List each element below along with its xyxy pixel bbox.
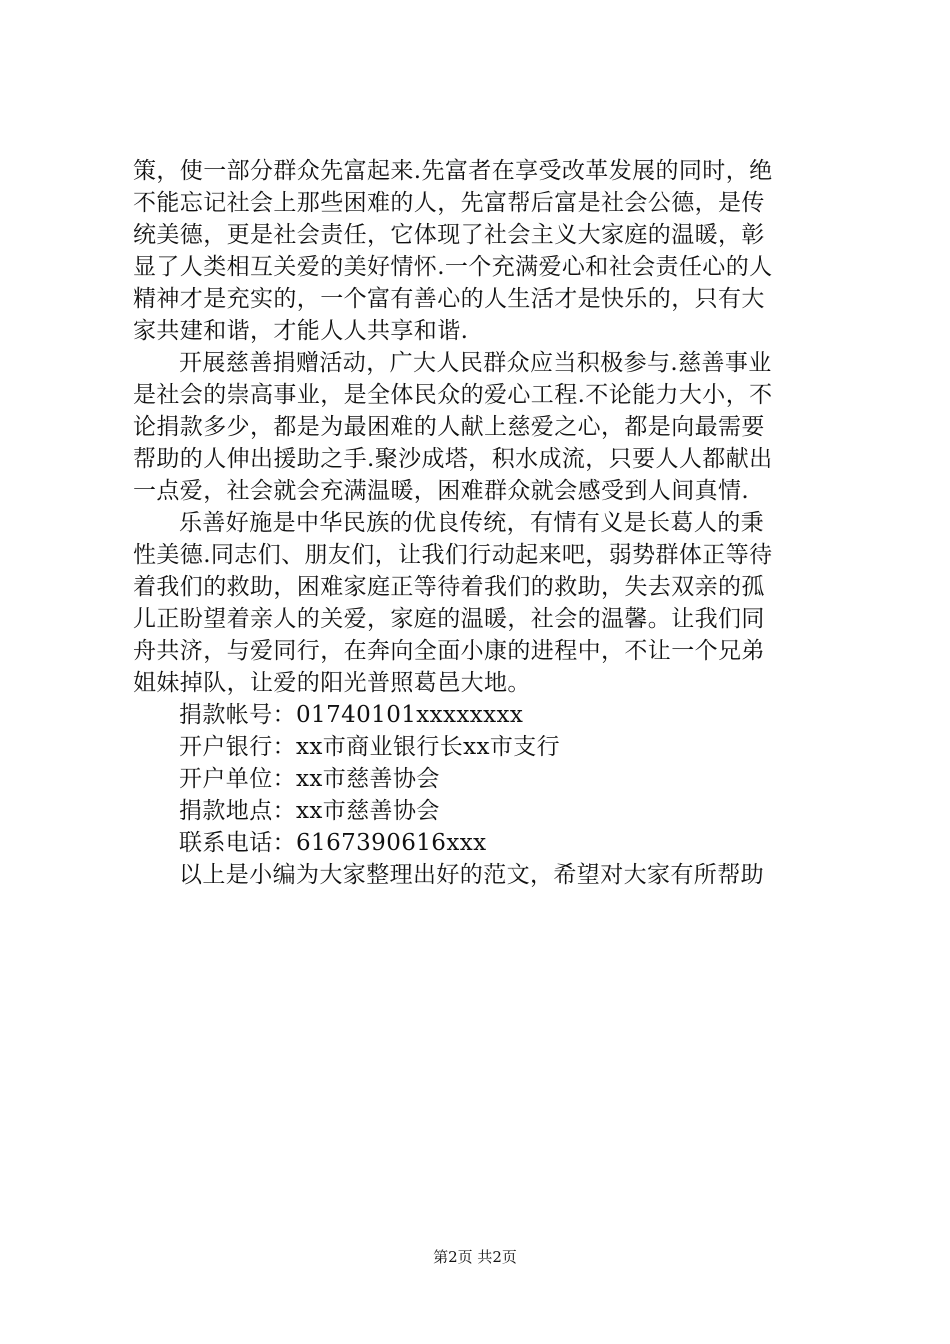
text-line: 策，使一部分群众先富起来.先富者在享受改革发展的同时，绝: [133, 158, 773, 184]
text-line: 一点爱，社会就会充满温暖，困难群众就会感受到人间真情.: [133, 478, 750, 504]
text-line: 论捐款多少，都是为最困难的人献上慈爱之心，都是向最需要: [133, 414, 765, 440]
text-line: 姐妹掉队，让爱的阳光普照葛邑大地。: [133, 670, 531, 696]
page-number-footer: 第2页 共2页: [433, 1248, 517, 1266]
paragraph-start-line: 开展慈善捐赠活动，广大人民群众应当积极参与.慈善事业: [179, 350, 772, 376]
text-line: 帮助的人伸出援助之手.聚沙成塔，积水成流，只要人人都献出: [133, 446, 773, 472]
text-line: 性美德.同志们、朋友们，让我们行动起来吧，弱势群体正等待: [133, 542, 773, 568]
text-line: 统美德，更是社会责任，它体现了社会主义大家庭的温暖，彰: [133, 222, 765, 248]
text-line: 家共建和谐，才能人人共享和谐.: [133, 318, 469, 344]
text-line: 不能忘记社会上那些困难的人，先富帮后富是社会公德，是传: [133, 190, 765, 216]
closing-note-line: 以上是小编为大家整理出好的范文，希望对大家有所帮助: [179, 862, 764, 888]
text-line: 着我们的救助，困难家庭正等待着我们的救助，失去双亲的孤: [133, 574, 765, 600]
text-line: 儿正盼望着亲人的关爱，家庭的温暖，社会的温馨。让我们同: [133, 606, 765, 632]
text-line: 显了人类相互关爱的美好情怀.一个充满爱心和社会责任心的人: [133, 254, 773, 280]
paragraph-start-line: 乐善好施是中华民族的优良传统，有情有义是长葛人的秉: [179, 510, 764, 536]
text-line: 是社会的崇高事业，是全体民众的爱心工程.不论能力大小，不: [133, 382, 773, 408]
account-holder-line: 开户单位：xx市慈善协会: [179, 766, 440, 792]
donation-location-line: 捐款地点：xx市慈善协会: [179, 798, 440, 824]
document-body: [133, 155, 833, 891]
contact-phone-line: 联系电话：6167390616xxx: [179, 830, 487, 856]
account-number-line: 捐款帐号：01740101xxxxxxxx: [179, 702, 524, 728]
text-line: 舟共济，与爱同行，在奔向全面小康的进程中，不让一个兄弟: [133, 638, 765, 664]
bank-line: 开户银行：xx市商业银行长xx市支行: [179, 734, 561, 760]
text-line: 精神才是充实的，一个富有善心的人生活才是快乐的，只有大: [133, 286, 765, 312]
